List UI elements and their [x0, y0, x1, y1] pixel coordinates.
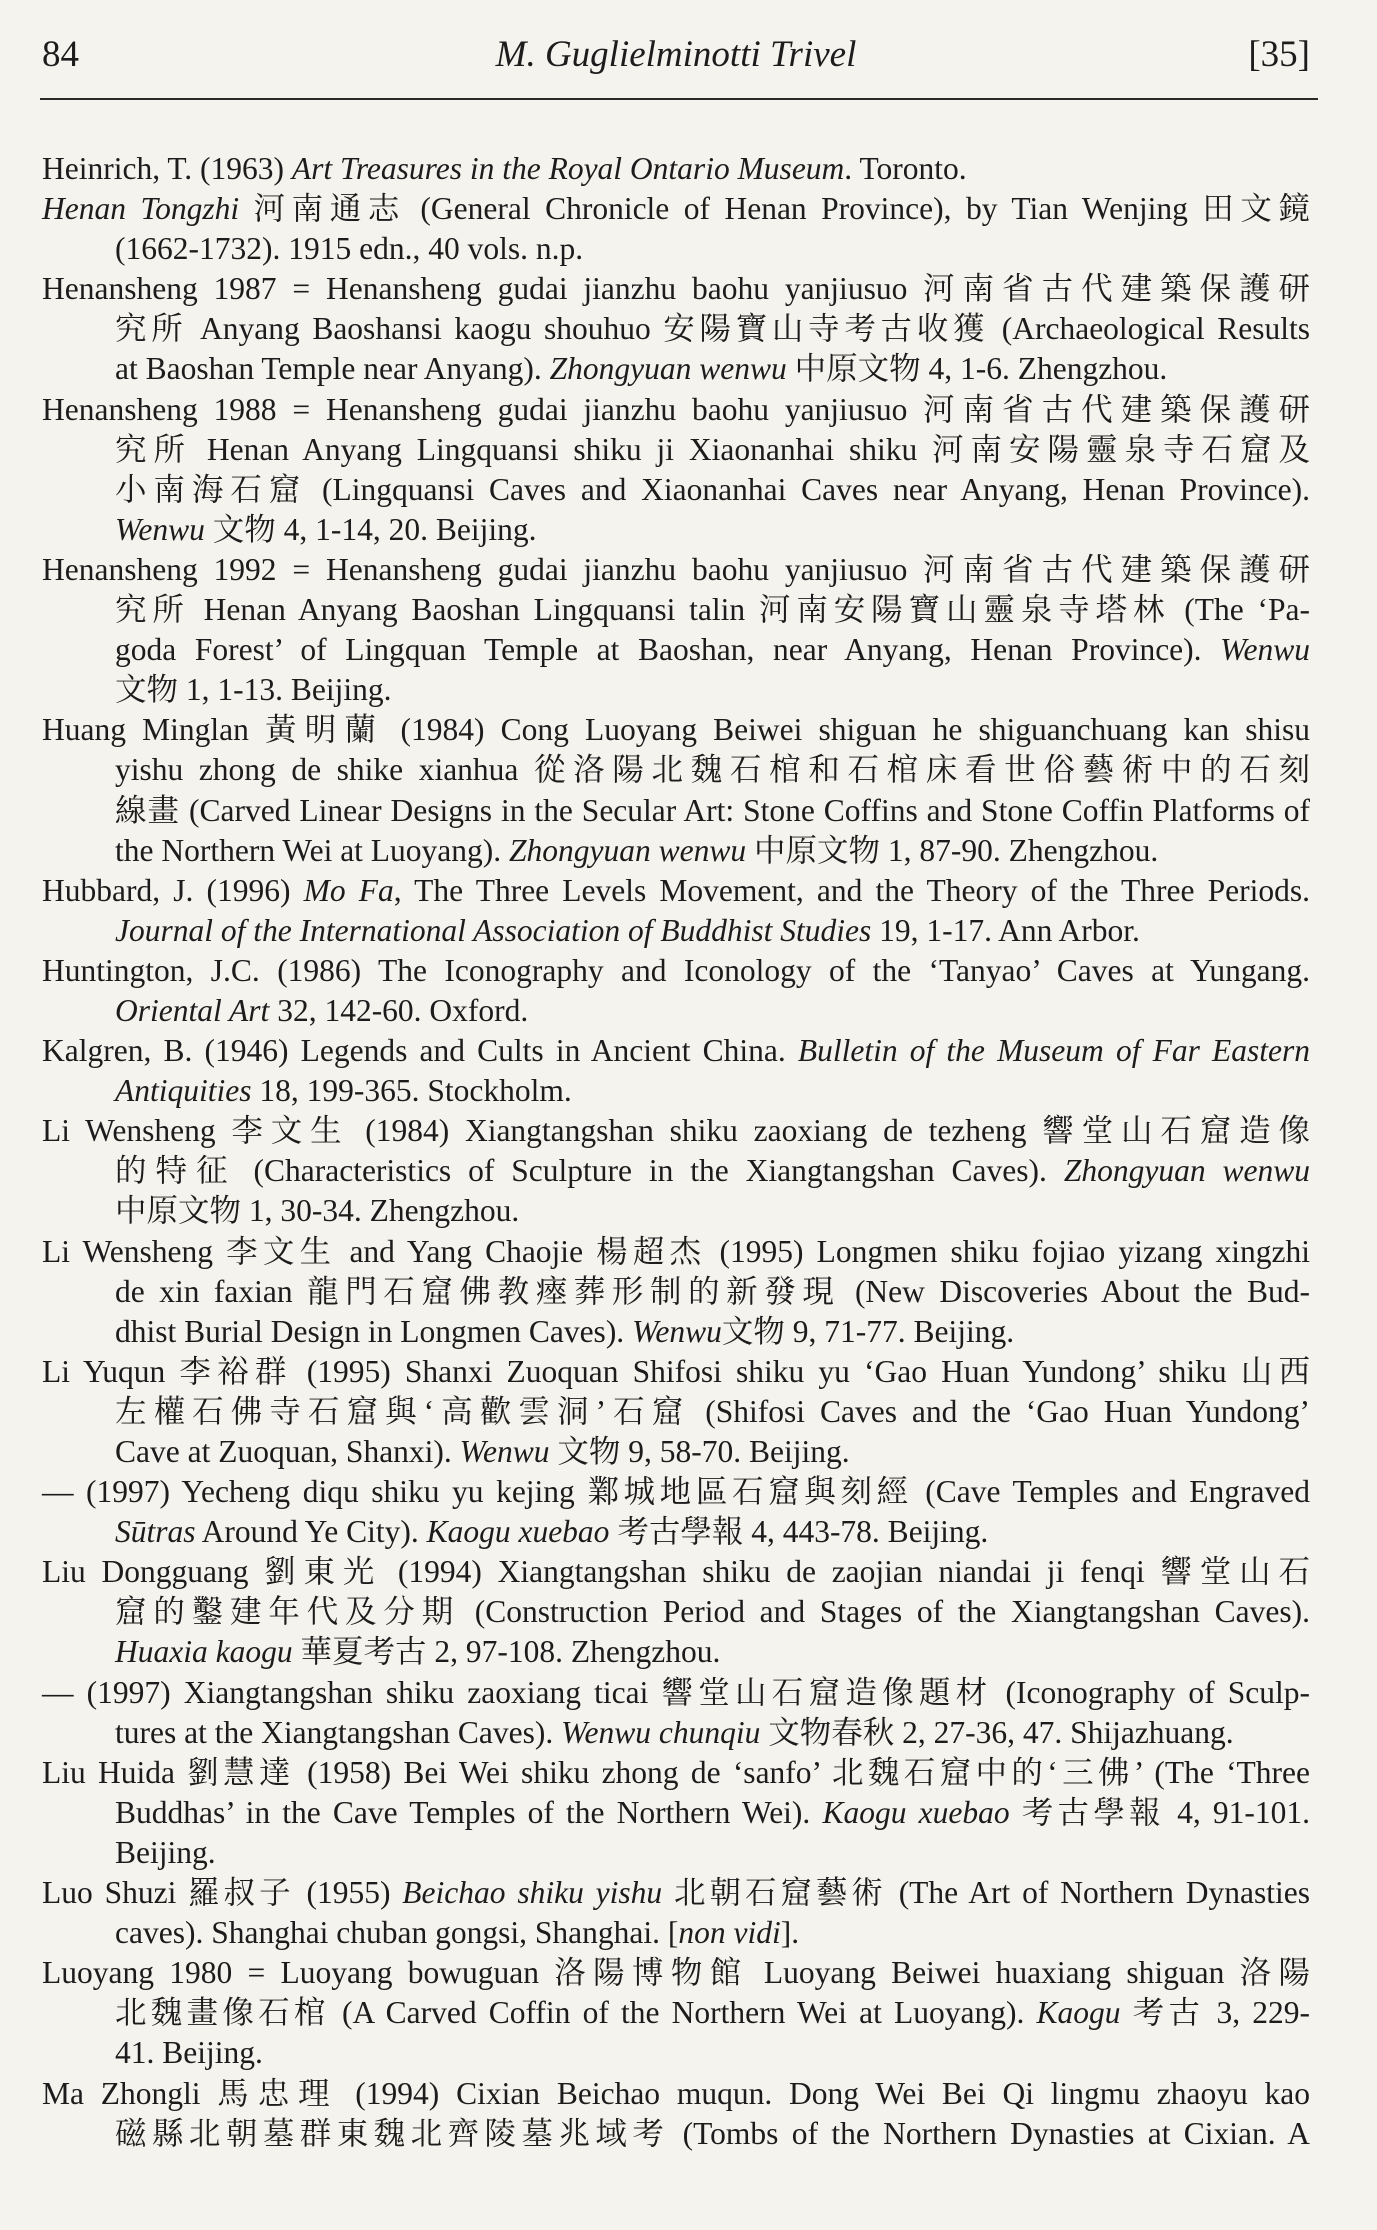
text-run: Li Wensheng 李文生 (1984) Xiangtangshan shiku zaoxiang de tezheng 響堂山石窟造像 — [42, 1113, 1310, 1149]
bib-entry — [42, 1873, 1310, 1953]
bib-line — [42, 1071, 1310, 1111]
bib-line — [42, 1312, 1310, 1352]
bib-line — [42, 149, 1310, 189]
text-run: . Toronto. — [844, 151, 967, 186]
text-run: 華夏考古 2, 97-108. Zhengzhou. — [292, 1634, 721, 1670]
bib-line — [42, 1793, 1310, 1833]
bib-line — [42, 831, 1310, 871]
text-run: 小南海石窟 (Lingquansi Caves and Xiaonanhai Caves near Anyang, Henan Province). — [115, 471, 1310, 507]
bib-line — [42, 1953, 1310, 1993]
bib-entry — [42, 390, 1310, 550]
bib-line — [42, 390, 1310, 430]
bib-line — [42, 1592, 1310, 1632]
text-run: the Northern Wei at Luoyang). — [115, 832, 510, 868]
text-run: Cave at Zuoquan, Shanxi). — [115, 1434, 460, 1469]
text-run: 文物 1, 1-13. Beijing. — [115, 672, 392, 708]
text-run: 窟的鑿建年代及分期 (Construction Period and Stages of the Xiangtangshan Caves). — [115, 1594, 1310, 1630]
italic-title: Wenwu — [1220, 632, 1310, 668]
text-run: 19, 1-17. Ann Arbor. — [871, 912, 1140, 948]
bib-entry — [42, 149, 1310, 189]
text-run: caves). Shanghai chuban gongsi, Shanghai. [ — [115, 1915, 679, 1951]
bib-line — [42, 1753, 1310, 1793]
text-run: 文物春秋 2, 27-36, 47. Shijazhuang. — [760, 1714, 1234, 1750]
bib-line — [42, 1873, 1310, 1913]
bib-line — [42, 1632, 1310, 1672]
bib-line — [42, 2033, 1310, 2073]
text-run: de xin faxian 龍門石窟佛教瘞葬形制的新發現 (New Discoveries About the Bud- — [115, 1273, 1310, 1309]
bib-line — [42, 1833, 1310, 1873]
bib-line — [42, 1552, 1310, 1592]
bib-line — [42, 1392, 1310, 1432]
text-run: Hubbard, J. (1996) — [42, 872, 304, 908]
text-run: — (1997) Xiangtangshan shiku zaoxiang ticai 響堂山石窟造像題材 (Iconography of Sculp- — [42, 1674, 1310, 1710]
italic-title: Henan Tongzhi — [42, 191, 240, 227]
text-run: 北朝石窟藝術 (The Art of Northern Dynasties — [662, 1875, 1310, 1911]
bib-entry — [42, 1232, 1310, 1352]
bib-line — [42, 2074, 1310, 2114]
italic-title: Wenwu — [115, 511, 205, 547]
text-run: Buddhas’ in the Cave Temples of the Northern Wei). — [115, 1794, 823, 1830]
text-run: ]. — [780, 1915, 800, 1951]
running-title: M. Guglielminotti Trivel — [495, 34, 857, 75]
text-run: Huntington, J.C. (1986) The Iconography and Iconology of the ‘Tanyao’ Caves at Yungang. — [42, 952, 1310, 988]
bib-line — [42, 269, 1310, 309]
bib-line — [42, 1913, 1310, 1953]
text-run: 32, 142-60. Oxford. — [269, 992, 529, 1028]
running-header — [42, 33, 1310, 77]
text-run: , The Three Levels Movement, and the Theory of the Three Periods. — [393, 872, 1310, 908]
page-number: 84 — [42, 34, 79, 75]
bib-entry — [42, 1673, 1310, 1753]
text-run: Li Yuqun 李裕群 (1995) Shanxi Zuoquan Shifosi shiku yu ‘Gao Huan Yundong’ shiku 山西 — [42, 1353, 1310, 1389]
bib-entry — [42, 1352, 1310, 1472]
text-run: 中原文物 4, 1-6. Zhengzhou. — [786, 351, 1168, 387]
bib-line — [42, 1673, 1310, 1713]
text-run: tures at the Xiangtangshan Caves). — [115, 1714, 562, 1750]
text-run: Luo Shuzi 羅叔子 (1955) — [42, 1875, 403, 1911]
text-run: 41. Beijing. — [115, 2035, 263, 2071]
italic-title: Kaogu — [1036, 1995, 1121, 2031]
bib-line — [42, 871, 1310, 911]
bib-line — [42, 1993, 1310, 2033]
text-run: 18, 199-365. Stockholm. — [251, 1073, 572, 1109]
bib-line — [42, 991, 1310, 1031]
section-number: [35] — [1248, 34, 1310, 75]
bib-line — [42, 470, 1310, 510]
italic-title: non vidi — [678, 1915, 781, 1951]
bib-line — [42, 229, 1310, 269]
text-run: 磁縣北朝墓群東魏北齊陵墓兆域考 (Tombs of the Northern Dynasties at Cixian. A — [115, 2115, 1310, 2151]
bib-line — [42, 1191, 1310, 1231]
italic-title: Zhongyuan wenwu — [1063, 1153, 1310, 1189]
text-run: (1662-1732). 1915 edn., 40 vols. n.p. — [115, 231, 584, 267]
text-run: Around Ye City). — [195, 1514, 427, 1550]
text-run: 線畫 (Carved Linear Designs in the Secular Art: Stone Coffins and Stone Coffin Platforms of — [115, 792, 1310, 828]
text-run: Liu Dongguang 劉東光 (1994) Xiangtangshan shiku de zaojian niandai ji fenqi 響堂山石 — [42, 1554, 1310, 1590]
text-run: goda Forest’ of Lingquan Temple at Baoshan, near Anyang, Henan Province). — [115, 632, 1221, 668]
bib-entry — [42, 1111, 1310, 1231]
bib-line — [42, 189, 1310, 229]
text-run: 左權石佛寺石窟與‘高歡雲洞’石窟 (Shifosi Caves and the ‘Gao Huan Yundong’ — [115, 1393, 1310, 1429]
bib-line — [42, 349, 1310, 389]
bib-line — [42, 430, 1310, 470]
text-run: Li Wensheng 李文生 and Yang Chaojie 楊超杰 (1995) Longmen shiku fojiao yizang xingzhi — [42, 1233, 1310, 1269]
bib-line — [42, 670, 1310, 710]
italic-title: Oriental Art — [115, 992, 270, 1028]
bib-entry — [42, 269, 1310, 389]
italic-title: Wenwu — [632, 1313, 722, 1349]
text-run: 究所 Anyang Baoshansi kaogu shouhuo 安陽寶山寺考古收獲 (Archaeological Results — [115, 311, 1310, 347]
bib-entry — [42, 2074, 1310, 2154]
text-run: 究所 Henan Anyang Baoshan Lingquansi talin 河南安陽寶山靈泉寺塔林 (The ‘Pa- — [115, 592, 1310, 628]
text-run: 文物 4, 1-14, 20. Beijing. — [204, 511, 537, 547]
italic-title: Wenwu — [459, 1434, 550, 1469]
bib-line — [42, 590, 1310, 630]
bib-line — [42, 1352, 1310, 1392]
bib-line — [42, 1151, 1310, 1191]
bib-line — [42, 630, 1310, 670]
text-run: Henansheng 1992 = Henansheng gudai jianzhu baohu yanjiusuo 河南省古代建築保護研 — [42, 551, 1310, 587]
text-run: 河南通志 (General Chronicle of Henan Province), by Tian Wenjing 田文鏡 — [239, 191, 1310, 227]
bib-entry — [42, 710, 1310, 870]
italic-title: Beichao shiku yishu — [402, 1875, 663, 1911]
bib-line — [42, 1432, 1310, 1472]
text-run: 中原文物 1, 30-34. Zhengzhou. — [115, 1193, 520, 1229]
header-rule — [40, 98, 1318, 100]
bib-line — [42, 1512, 1310, 1552]
text-run: 究所 Henan Anyang Lingquansi shiku ji Xiaonanhai shiku 河南安陽靈泉寺石窟及 — [115, 431, 1310, 467]
bib-entry — [42, 1753, 1310, 1873]
text-run: Huang Minglan 黃明蘭 (1984) Cong Luoyang Beiwei shiguan he shiguanchuang kan shisu — [42, 712, 1310, 748]
bib-entry — [42, 871, 1310, 951]
text-run: Ma Zhongli 馬忠理 (1994) Cixian Beichao muqun. Dong Wei Bei Qi lingmu zhaoyu kao — [42, 2075, 1310, 2111]
text-run: dhist Burial Design in Longmen Caves). — [115, 1313, 633, 1349]
bibliography-list — [42, 149, 1310, 2154]
bib-line — [42, 1472, 1310, 1512]
text-run: Liu Huida 劉慧達 (1958) Bei Wei shiku zhong de ‘sanfo’ 北魏石窟中的‘三佛’ (The ‘Three — [42, 1754, 1310, 1790]
text-run: 文物 9, 58-70. Beijing. — [549, 1434, 850, 1469]
text-run: Henansheng 1987 = Henansheng gudai jianzhu baohu yanjiusuo 河南省古代建築保護研 — [42, 271, 1310, 307]
italic-title: Antiquities — [115, 1073, 252, 1109]
text-run: Luoyang 1980 = Luoyang bowuguan 洛陽博物館 Luoyang Beiwei huaxiang shiguan 洛陽 — [42, 1955, 1310, 1991]
text-run: 的特征 (Characteristics of Sculpture in the Xiangtangshan Caves). — [115, 1153, 1064, 1189]
text-run: yishu zhong de shike xianhua 從洛陽北魏石棺和石棺床看世俗藝術中的石刻 — [115, 752, 1310, 788]
bib-line — [42, 1272, 1310, 1312]
bib-entry — [42, 1031, 1310, 1111]
text-run: 中原文物 1, 87-90. Zhengzhou. — [746, 832, 1159, 868]
bib-entry — [42, 189, 1310, 269]
italic-title: Journal of the International Association of Buddhist Studies — [115, 912, 872, 948]
text-run: 考古學報 4, 91-101. — [1009, 1794, 1310, 1830]
bib-line — [42, 1111, 1310, 1151]
bib-line — [42, 911, 1310, 951]
bib-line — [42, 1232, 1310, 1272]
text-run: Beijing. — [115, 1834, 216, 1870]
bib-line — [42, 1031, 1310, 1071]
bib-line — [42, 309, 1310, 349]
italic-title: Zhongyuan wenwu — [549, 351, 787, 387]
text-run: 北魏畫像石棺 (A Carved Coffin of the Northern Wei at Luoyang). — [115, 1995, 1037, 2031]
bib-entry — [42, 1552, 1310, 1672]
bib-entry — [42, 550, 1310, 710]
bib-line — [42, 710, 1310, 750]
bib-entry — [42, 1953, 1310, 2073]
italic-title: Kaogu xuebao — [426, 1514, 610, 1550]
italic-title: Kaogu xuebao — [822, 1794, 1010, 1830]
bib-line — [42, 791, 1310, 831]
text-run: Henansheng 1988 = Henansheng gudai jianzhu baohu yanjiusuo 河南省古代建築保護研 — [42, 391, 1310, 427]
bib-line — [42, 750, 1310, 790]
italic-title: Mo Fa — [303, 872, 394, 908]
text-run: — (1997) Yecheng diqu shiku yu kejing 鄴城地區石窟與刻經 (Cave Temples and Engraved — [42, 1474, 1310, 1510]
bib-entry — [42, 1472, 1310, 1552]
italic-title: Wenwu chunqiu — [561, 1714, 761, 1750]
bib-line — [42, 510, 1310, 550]
italic-title: Art Treasures in the Royal Ontario Museum — [291, 151, 845, 186]
text-run: 考古學報 4, 443-78. Beijing. — [609, 1514, 989, 1550]
bib-line — [42, 951, 1310, 991]
text-run: 文物 9, 71-77. Beijing. — [721, 1313, 1015, 1349]
italic-title: Huaxia kaogu — [115, 1634, 293, 1670]
bib-line — [42, 1713, 1310, 1753]
bib-line — [42, 550, 1310, 590]
italic-title: Zhongyuan wenwu — [509, 832, 747, 868]
italic-title: Bulletin of the Museum of Far Eastern — [797, 1033, 1310, 1069]
text-run: 考古 3, 229- — [1120, 1995, 1310, 2031]
text-run: Heinrich, T. (1963) — [42, 151, 292, 186]
text-run: at Baoshan Temple near Anyang). — [115, 351, 550, 387]
bib-line — [42, 2114, 1310, 2154]
italic-title: Sūtras — [115, 1514, 196, 1550]
text-run: Kalgren, B. (1946) Legends and Cults in Ancient China. — [42, 1033, 798, 1069]
bib-entry — [42, 951, 1310, 1031]
